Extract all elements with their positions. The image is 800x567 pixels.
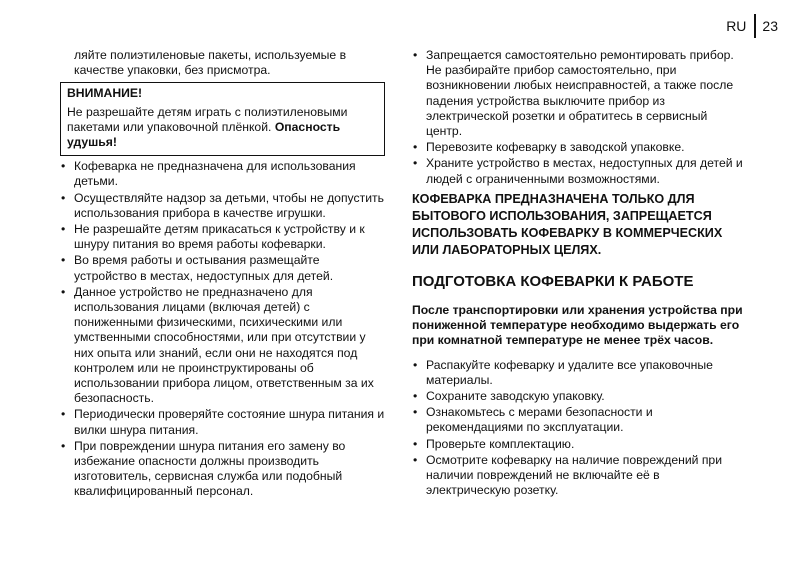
safety-list-continued (412, 48, 746, 187)
list-item: • Периодически проверяйте состояние шнура питания и вилки шнура питания. (60, 407, 385, 437)
preparation-list (412, 358, 746, 499)
section-title: ПОДГОТОВКА КОФЕВАРКИ К РАБОТЕ (412, 272, 694, 290)
language-code: RU (726, 18, 747, 34)
household-use-notice: КОФЕВАРКА ПРЕДНАЗНАЧЕНА ТОЛЬКО ДЛЯ БЫТОВОГО ИСПОЛЬЗОВАНИЯ, ЗАПРЕЩАЕТСЯ ИСПОЛЬЗОВАТЬ КОФЕВАРКУ В КОММЕРЧЕСКИХ ИЛИ ЛАБОРАТОРНЫХ ЦЕЛЯХ. (412, 191, 723, 257)
warning-title: ВНИМАНИЕ! (67, 86, 143, 101)
list-item: • Кофеварка не предназначена для использования детьми. (60, 159, 385, 189)
section-intro: После транспортировки или хранения устройства при пониженной температуре необходимо выдержать его при комнатной температуре не менее трёх часов. (412, 303, 743, 348)
right-column (412, 48, 746, 499)
safety-list (60, 159, 385, 499)
warning-bold: Опасность удушья! (67, 119, 341, 150)
list-item: • Проверьте комплектацию. (412, 437, 746, 452)
warning-text (67, 105, 378, 151)
list-item: • Перевозите кофеварку в заводской упаковке. (412, 140, 746, 155)
list-item: • При повреждении шнура питания его замену во избежание опасности должны производить изготовитель, сервисная служба или подобный квалифицированный персонал. (60, 439, 385, 500)
list-item: • Не разрешайте детям прикасаться к устройству и к шнуру питания во время работы кофеварки. (60, 222, 385, 252)
list-item: • Храните устройство в местах, недоступных для детей и людей с ограниченными возможностями. (412, 156, 746, 186)
list-item: • Осуществляйте надзор за детьми, чтобы не допустить использования прибора в качестве игрушки. (60, 191, 385, 221)
left-column (60, 48, 385, 501)
list-item: • Во время работы и остывания размещайте устройство в местах, недоступных для детей. (60, 253, 385, 283)
warning-body: Не разрешайте детям играть с полиэтиленовыми пакетами или упаковочной плёнкой. (67, 104, 348, 134)
list-item: • Сохраните заводскую упаковку. (412, 389, 746, 404)
list-item: • Осмотрите кофеварку на наличие повреждений при наличии повреждений не включайте её в электрическую розетку. (412, 453, 746, 499)
page-header (726, 14, 778, 38)
list-item: • Данное устройство не предназначено для использования лицами (включая детей) с пониженными физическими, психическими или умственными способностями, или при отсутствии у них опыта или знаний, если они не находятся под контролем или не проинструктированы об использовании прибора лицом, ответственным за их безопасность. (60, 285, 385, 407)
list-item: • Распакуйте кофеварку и удалите все упаковочные материалы. (412, 358, 746, 388)
list-item: • Ознакомьтесь с мерами безопасности и рекомендациями по эксплуатации. (412, 405, 746, 435)
continued-text: ляйте полиэтиленовые пакеты, используемые в качестве упаковки, без присмотра. (74, 48, 347, 78)
warning-box (60, 82, 385, 156)
page-number: 23 (762, 18, 778, 34)
list-item: • Запрещается самостоятельно ремонтировать прибор. Не разбирайте прибор самостоятельно, при возникновении любых неисправностей, а также после падения устройства выключите прибор из электрической розетки и обратитесь в сервисный центр. (412, 48, 746, 139)
